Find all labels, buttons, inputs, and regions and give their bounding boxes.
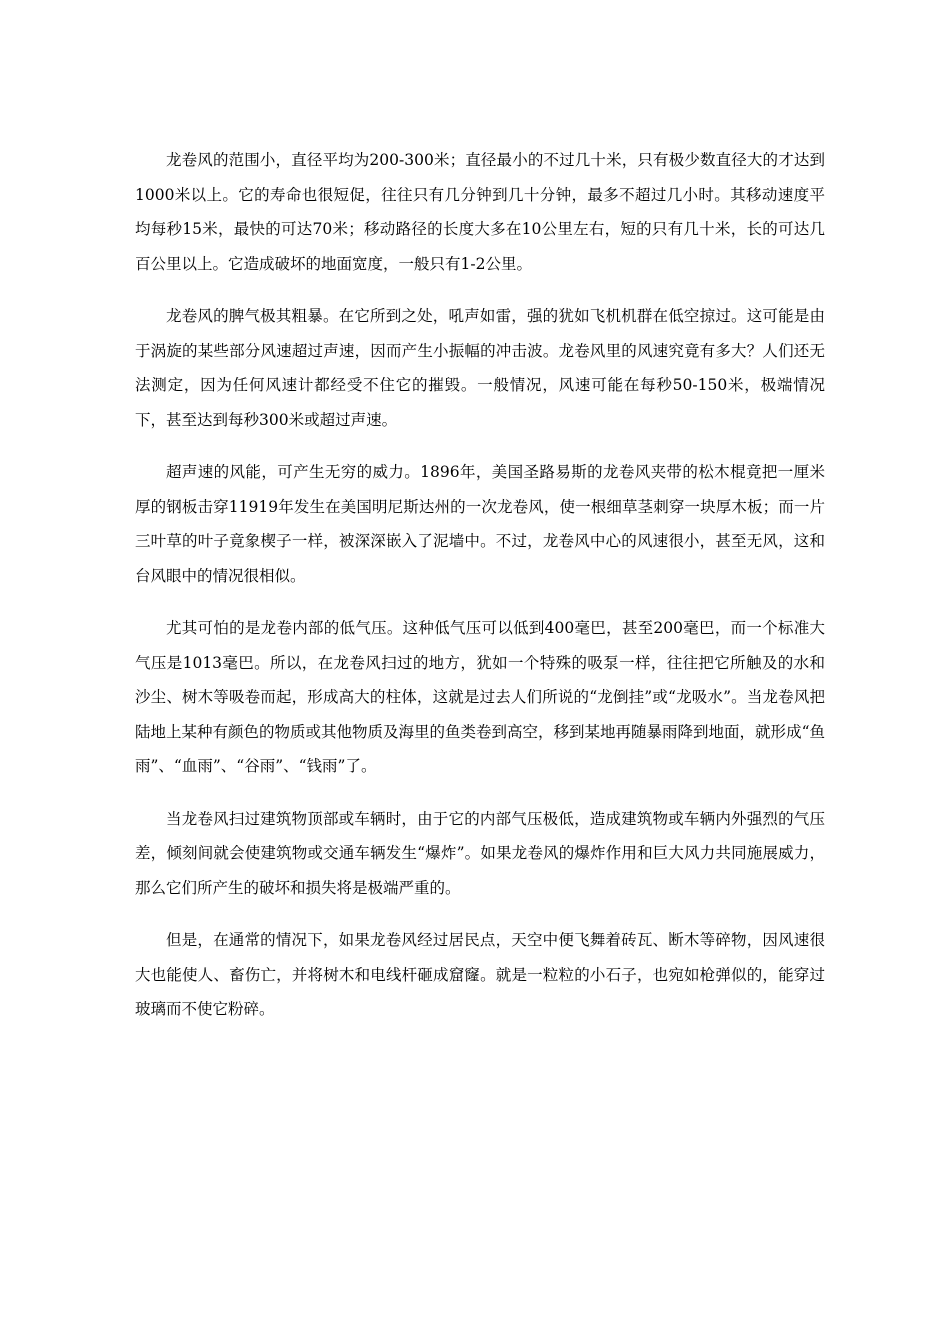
document-page	[135, 143, 825, 1045]
paragraph-low-pressure: 尤其可怕的是龙卷内部的低气压。这种低气压可以低到400毫巴，甚至200毫巴，而一个标准大气压是1013毫巴。所以，在龙卷风扫过的地方，犹如一个特殊的吸泵一样，往往把它所触及的水和沙尘、树木等吸卷而起，形成高大的柱体，这就是过去人们所说的“龙倒挂”或“龙吸水”。当龙卷风把陆地上某种有颜色的物质或其他物质及海里的鱼类卷到高空，移到某地再随暴雨降到地面，就形成“鱼雨”、“血雨”、“谷雨”、“钱雨”了。	[135, 619, 825, 775]
paragraph-range: 龙卷风的范围小，直径平均为200-300米；直径最小的不过几十米，只有极少数直径大的才达到1000米以上。它的寿命也很短促，往往只有几分钟到几十分钟，最多不超过几小时。其移动速度平均每秒15米，最快的可达70米；移动路径的长度大多在10公里左右，短的只有几十米，长的可达几百公里以上。它造成破坏的地面宽度，一般只有1-2公里。	[135, 151, 825, 273]
paragraph-power: 超声速的风能，可产生无穷的威力。1896年，美国圣路易斯的龙卷风夹带的松木棍竟把一厘米厚的钢板击穿11919年发生在美国明尼斯达州的一次龙卷风，使一根细草茎刺穿一块厚木板；而一片三叶草的叶子竟象楔子一样，被深深嵌入了泥墙中。不过，龙卷风中心的风速很小，甚至无风，这和台风眼中的情况很相似。	[135, 463, 825, 585]
paragraph-wind-speed: 龙卷风的脾气极其粗暴。在它所到之处，吼声如雷，强的犹如飞机机群在低空掠过。这可能是由于涡旋的某些部分风速超过声速，因而产生小振幅的冲击波。龙卷风里的风速究竟有多大？人们还无法测定，因为任何风速计都经受不住它的摧毁。一般情况，风速可能在每秒50-150米，极端情况下，甚至达到每秒300米或超过声速。	[135, 307, 825, 429]
paragraph-explosion: 当龙卷风扫过建筑物顶部或车辆时，由于它的内部气压极低，造成建筑物或车辆内外强烈的气压差，倾刻间就会使建筑物或交通车辆发生“爆炸”。如果龙卷风的爆炸作用和巨大风力共同施展威力，那么它们所产生的破坏和损失将是极端严重的。	[135, 809, 825, 897]
paragraph-debris: 但是，在通常的情况下，如果龙卷风经过居民点，天空中便飞舞着砖瓦、断木等碎物，因风速很大也能使人、畜伤亡，并将树木和电线杆砸成窟窿。就是一粒粒的小石子，也宛如枪弹似的，能穿过玻璃而不使它粉碎。	[135, 931, 825, 1018]
